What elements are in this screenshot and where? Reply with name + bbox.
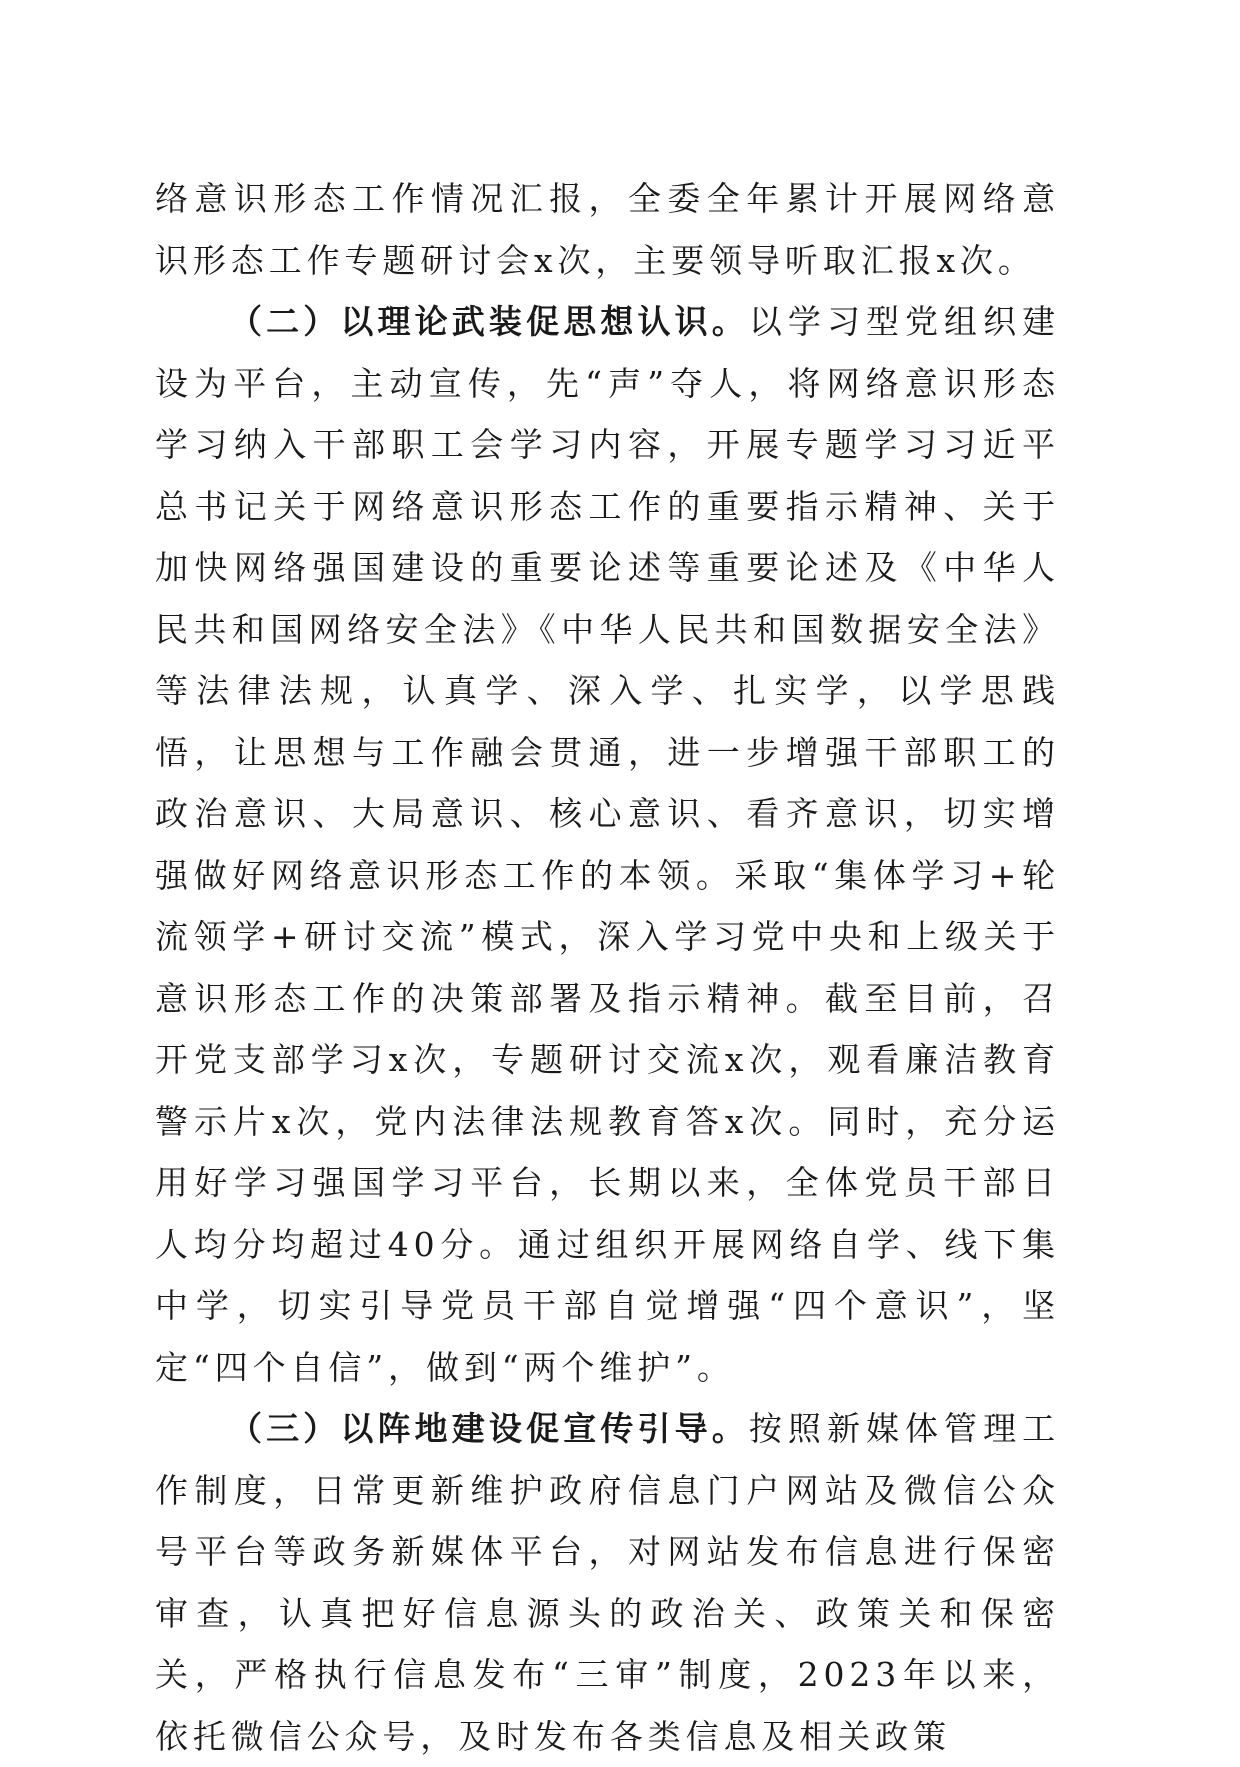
paragraph-text: 以学习型党组织建设为平台，主动宣传，先“声”夺人，将网络意识形态学习纳入干部职工会学习内容，开展专题学习习近平总书记关于网络意识形态工作的重要指示精神、关于加快网络强国建设的重要论述等重要论述及《中华人民共和国网络安全法》《中华人民共和国数据安全法》等法律法规，认真学、深入学、扎实学，以学思践悟，让思想与工作融会贯通，进一步增强干部职工的政治意识、大局意识、核心意识、看齐意识，切实增强做好网络意识形态工作的本领。采取“集体学习+轮流领学+研讨交流”模式，深入学习党中央和上级关于意识形态工作的决策部署及指示精神。截至目前，召开党支部学习x次，专题研讨交流x次，观看廉洁教育警示片x次，党内法律法规教育答x次。同时，充分运用好学习强国学习平台，长期以来，全体党员干部日人均分均超过40分。通过组织开展网络自学、线下集中学，切实引导党员干部自觉增强“四个意识”，坚定“四个自信”，做到“两个维护”。: [155, 302, 1061, 1387]
document-page: [155, 168, 1060, 1767]
section-heading-3: （三）以阵地建设促宣传引导。: [229, 1409, 749, 1448]
paragraph-section-3: [155, 1398, 1060, 1767]
paragraph-section-2: [155, 291, 1060, 1398]
paragraph-text: 络意识形态工作情况汇报，全委全年累计开展网络意识形态工作专题研讨会x次，主要领导听取汇报x次。: [155, 179, 1060, 280]
paragraph-text: 按照新媒体管理工作制度，日常更新维护政府信息门户网站及微信公众号平台等政务新媒体平台，对网站发布信息进行保密审查，认真把好信息源头的政治关、政策关和保密关，严格执行信息发布“三审”制度，2023年以来，依托微信公众号，及时发布各类信息及相关政策: [155, 1409, 1061, 1756]
section-heading-2: （二）以理论武装促思想认识。: [229, 302, 749, 341]
paragraph-continuation: [155, 168, 1060, 291]
